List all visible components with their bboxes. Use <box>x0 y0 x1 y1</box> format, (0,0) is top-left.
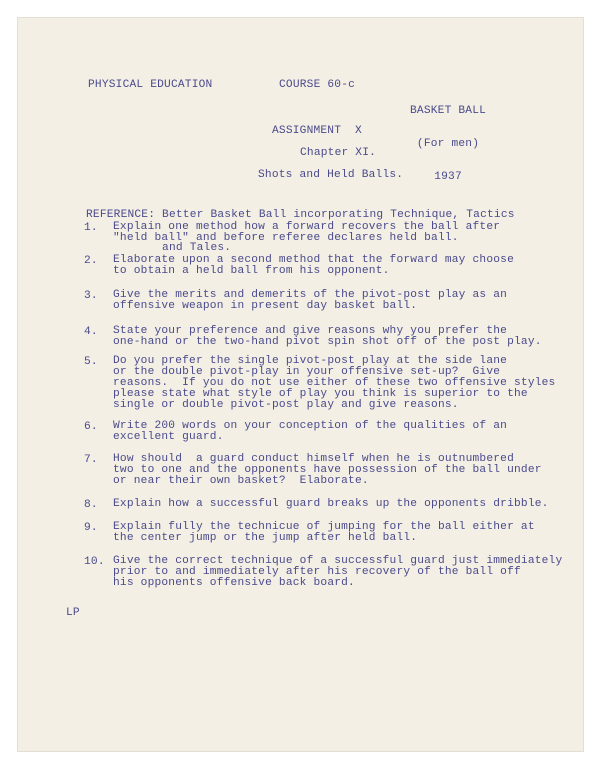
question-line: Give the correct technique of a successful guard just immediately <box>113 555 563 567</box>
question-text <box>113 222 500 244</box>
question-number: 5. <box>84 356 98 368</box>
question-line: Explain how a successful guard breaks up the opponents dribble. <box>113 498 549 510</box>
sport-line: BASKET BALL <box>410 105 487 117</box>
sport-line: 1937 <box>434 171 462 183</box>
course-heading: COURSE 60-c <box>279 79 356 91</box>
question-line: single or double pivot-post play and give reasons. <box>113 399 459 411</box>
question-number: 4. <box>84 326 98 338</box>
question-line: two to one and the opponents have possession of the ball under <box>113 464 542 476</box>
reference-line: REFERENCE: Better Basket Ball incorporating Technique, Tactics <box>86 209 515 221</box>
question-number: 3. <box>84 290 98 302</box>
question-line: "held ball" and before referee declares held ball. <box>113 232 459 244</box>
question-line: How should a guard conduct himself when he is outnumbered <box>113 453 514 465</box>
question-text <box>113 522 535 544</box>
question-line: to obtain a held ball from his opponent. <box>113 265 390 277</box>
question-line: or near their own basket? Elaborate. <box>113 475 369 487</box>
question-line: excellent guard. <box>113 431 224 443</box>
question-line: one-hand or the two-hand pivot spin shot off of the post play. <box>113 336 542 348</box>
sport-line: (For men) <box>416 138 480 150</box>
question-line: Do you prefer the single pivot-post play at the side lane <box>113 355 508 367</box>
question-text <box>113 326 542 348</box>
question-line: the center jump or the jump after held ball. <box>113 532 418 544</box>
question-line: Give the merits and demerits of the pivot-post play as an <box>113 289 508 301</box>
typist-initials: LP <box>66 607 80 619</box>
question-text <box>113 454 542 487</box>
sport-heading <box>410 84 486 194</box>
question-line: prior to and immediately after his recovery of the ball off <box>113 566 521 578</box>
question-text <box>113 290 507 312</box>
question-text <box>113 499 549 510</box>
question-number: 10. <box>84 556 105 568</box>
question-number: 1. <box>84 222 98 234</box>
question-line: his opponents offensive back board. <box>113 577 355 589</box>
question-text <box>113 356 555 411</box>
question-text <box>113 421 507 443</box>
department-heading: PHYSICAL EDUCATION <box>88 79 213 91</box>
question-line: Elaborate upon a second method that the forward may choose <box>113 254 514 266</box>
question-line: offensive weapon in present day basket ball. <box>113 300 418 312</box>
question-line: please state what style of play you think is superior to the <box>113 388 528 400</box>
chapter-title: Chapter XI. <box>300 147 377 159</box>
question-line: Write 200 words on your conception of the qualities of an <box>113 420 508 432</box>
question-line: State your preference and give reasons why you prefer the <box>113 325 508 337</box>
question-number: 7. <box>84 454 98 466</box>
reference-line: and Tales. <box>86 242 232 254</box>
question-line: Explain one method how a forward recovers the ball after <box>113 221 501 233</box>
topic-title: Shots and Held Balls. <box>258 169 404 181</box>
question-number: 9. <box>84 522 98 534</box>
question-text <box>113 556 562 589</box>
question-line: or the double pivot-play in your offensive set-up? Give <box>113 366 501 378</box>
question-line: reasons. If you do not use either of these two offensive styles <box>113 377 556 389</box>
question-number: 2. <box>84 255 98 267</box>
question-line: Explain fully the technicue of jumping for the ball either at <box>113 521 535 533</box>
question-number: 6. <box>84 421 98 433</box>
question-text <box>113 255 514 277</box>
assignment-title: ASSIGNMENT X <box>272 125 362 137</box>
question-number: 8. <box>84 499 98 511</box>
